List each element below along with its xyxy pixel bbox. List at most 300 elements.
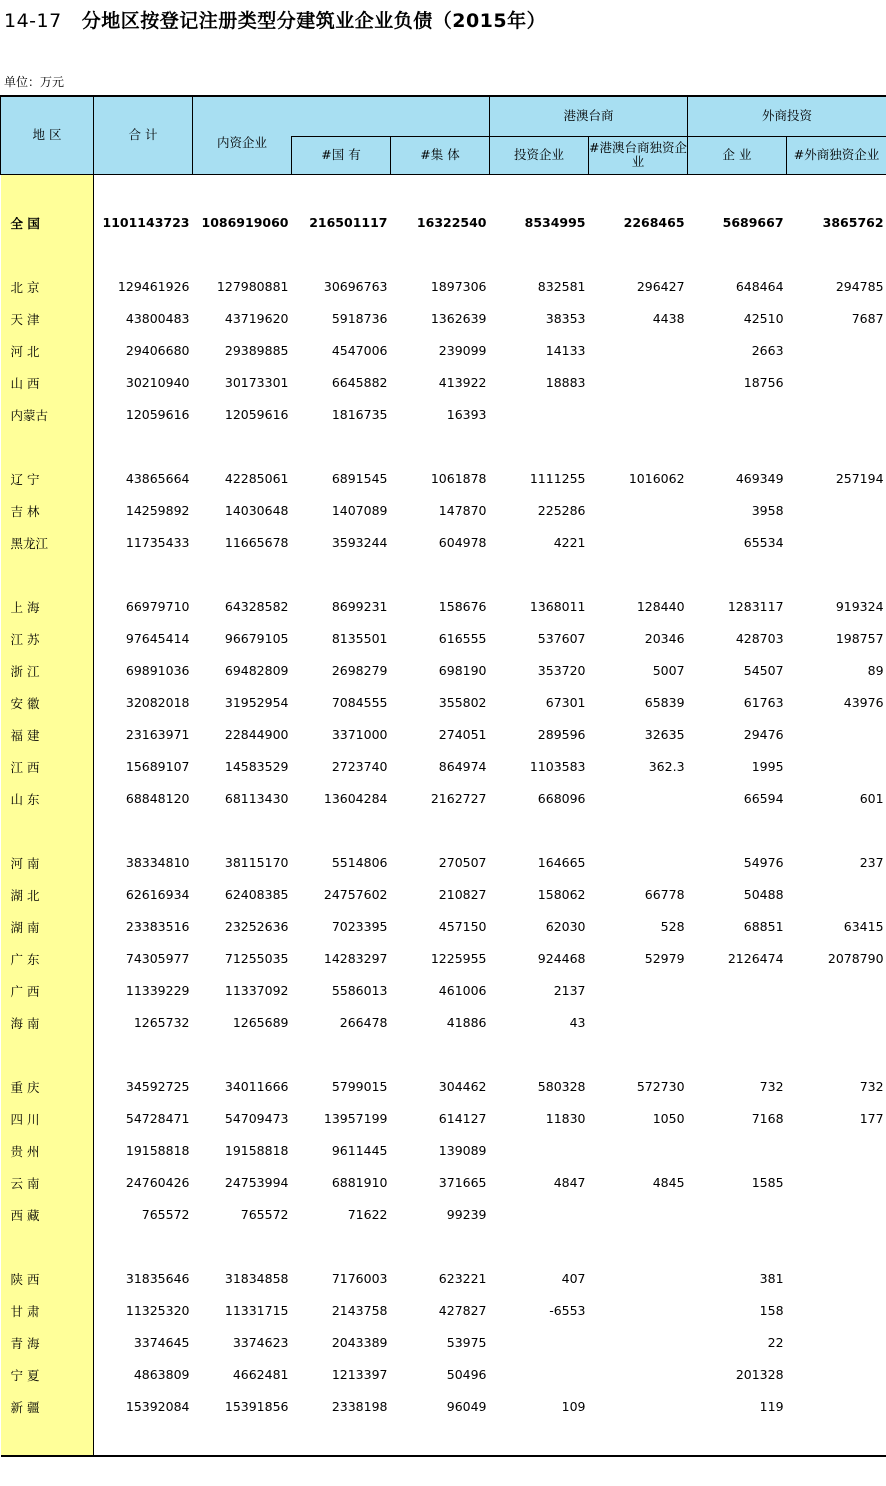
value-cell: 16393 — [446, 407, 487, 422]
value-cell: 5689667 — [722, 215, 784, 230]
value-cell — [391, 559, 490, 591]
region-name-cell: 山 东 — [1, 783, 94, 815]
value-cell — [391, 815, 490, 847]
value-cell — [787, 1391, 886, 1423]
value-cell — [490, 1423, 589, 1456]
value-cell — [688, 1231, 787, 1263]
value-cell — [688, 174, 787, 207]
value-cell: 237 — [859, 855, 884, 870]
value-cell: 11325320 — [125, 1303, 190, 1318]
value-cell: 4863809 — [133, 1367, 190, 1382]
region-name-cell: 安 徽 — [1, 687, 94, 719]
region-name-cell: 福 建 — [1, 719, 94, 751]
value-cell: 52979 — [644, 951, 685, 966]
value-cell: 54709473 — [224, 1111, 289, 1126]
value-cell — [589, 1039, 688, 1071]
value-cell: 198757 — [835, 631, 884, 646]
value-cell: 4847 — [553, 1175, 586, 1190]
region-name-cell: 吉 林 — [1, 495, 94, 527]
value-cell: 1101143723 — [102, 215, 190, 230]
value-cell: 5918736 — [331, 311, 388, 326]
value-cell — [688, 559, 787, 591]
value-cell: 65534 — [743, 535, 784, 550]
value-cell: 31834858 — [224, 1271, 289, 1286]
header-hmt-invest: 投资企业 — [490, 136, 589, 174]
value-cell — [391, 239, 490, 271]
value-cell — [787, 1199, 886, 1231]
value-cell — [490, 239, 589, 271]
value-cell: 864974 — [438, 759, 487, 774]
value-cell: 11665678 — [224, 535, 289, 550]
value-cell: 469349 — [735, 471, 784, 486]
value-cell — [490, 1199, 589, 1231]
region-name-cell — [1, 559, 94, 591]
value-cell — [391, 431, 490, 463]
value-cell — [292, 559, 391, 591]
region-name-cell: 河 南 — [1, 847, 94, 879]
value-cell: 30696763 — [323, 279, 388, 294]
value-cell: 97645414 — [125, 631, 190, 646]
value-cell: 3371000 — [331, 727, 388, 742]
value-cell: 266478 — [339, 1015, 388, 1030]
value-cell — [787, 975, 886, 1007]
value-cell: 43865664 — [125, 471, 190, 486]
table-row — [1, 783, 886, 815]
value-cell: 580328 — [537, 1079, 586, 1094]
value-cell: 1265689 — [232, 1015, 289, 1030]
value-cell: 66979710 — [125, 599, 190, 614]
value-cell — [94, 815, 193, 847]
value-cell: 20346 — [644, 631, 685, 646]
value-cell: 257194 — [835, 471, 884, 486]
value-cell — [490, 1359, 589, 1391]
value-cell: 38353 — [545, 311, 586, 326]
value-cell: 5007 — [652, 663, 685, 678]
table-row — [1, 719, 886, 751]
value-cell: 698190 — [438, 663, 487, 678]
value-cell — [391, 1423, 490, 1456]
value-cell: 294785 — [835, 279, 884, 294]
table-row — [1, 1167, 886, 1199]
table-row — [1, 1135, 886, 1167]
header-hmt-group: 港澳台商 — [490, 96, 688, 136]
value-cell — [787, 1359, 886, 1391]
value-cell: 128440 — [636, 599, 685, 614]
value-cell: 8135501 — [331, 631, 388, 646]
value-cell — [193, 1231, 292, 1263]
value-cell: 2043389 — [331, 1335, 388, 1350]
value-cell: 14283297 — [323, 951, 388, 966]
value-cell: 6891545 — [331, 471, 388, 486]
region-name-cell: 江 苏 — [1, 623, 94, 655]
header-foreign-invest: 企 业 — [688, 136, 787, 174]
region-name-cell — [1, 174, 94, 207]
value-cell: 210827 — [438, 887, 487, 902]
value-cell: 96049 — [446, 1399, 487, 1414]
region-name-cell — [1, 1231, 94, 1263]
table-row — [1, 367, 886, 399]
value-cell — [787, 1327, 886, 1359]
value-cell — [589, 783, 688, 815]
value-cell: 71622 — [347, 1207, 388, 1222]
value-cell: 147870 — [438, 503, 487, 518]
spacer-row — [1, 174, 886, 207]
value-cell — [589, 239, 688, 271]
value-cell: 5799015 — [331, 1079, 388, 1094]
table-code: 14-17 — [4, 10, 62, 32]
value-cell: 19158818 — [224, 1143, 289, 1158]
header-domestic: 内资企业 — [193, 136, 292, 174]
value-cell: 537607 — [537, 631, 586, 646]
value-cell: 29406680 — [125, 343, 190, 358]
table-row — [1, 1071, 886, 1103]
value-cell — [292, 815, 391, 847]
liabilities-table — [0, 95, 886, 1457]
value-cell — [292, 174, 391, 207]
region-name-cell: 山 西 — [1, 367, 94, 399]
value-cell — [193, 239, 292, 271]
region-name-cell: 四 川 — [1, 1103, 94, 1135]
value-cell: 158062 — [537, 887, 586, 902]
value-cell: 164665 — [537, 855, 586, 870]
region-name-cell: 陕 西 — [1, 1263, 94, 1295]
header-foreign-group: 外商投资 — [688, 96, 886, 136]
value-cell: 66594 — [743, 791, 784, 806]
value-cell — [490, 1231, 589, 1263]
value-cell: 24753994 — [224, 1175, 289, 1190]
value-cell: 14133 — [545, 343, 586, 358]
value-cell — [490, 431, 589, 463]
table-row — [1, 847, 886, 879]
value-cell: 29476 — [743, 727, 784, 742]
table-row — [1, 271, 886, 303]
value-cell: 1585 — [751, 1175, 784, 1190]
value-cell: 2698279 — [331, 663, 388, 678]
value-cell: 407 — [561, 1271, 586, 1286]
value-cell: 11337092 — [224, 983, 289, 998]
table-row — [1, 495, 886, 527]
value-cell: 304462 — [438, 1079, 487, 1094]
value-cell — [94, 174, 193, 207]
value-cell — [589, 367, 688, 399]
table-row — [1, 1007, 886, 1039]
value-cell — [688, 1199, 787, 1231]
table-row — [1, 1359, 886, 1391]
value-cell: 54976 — [743, 855, 784, 870]
value-cell — [787, 1295, 886, 1327]
value-cell: 65839 — [644, 695, 685, 710]
value-cell — [490, 174, 589, 207]
value-cell — [787, 239, 886, 271]
region-name-cell: 广 西 — [1, 975, 94, 1007]
value-cell: 1816735 — [331, 407, 388, 422]
value-cell: 732 — [759, 1079, 784, 1094]
value-cell: 61763 — [743, 695, 784, 710]
table-row — [1, 943, 886, 975]
value-cell: 2078790 — [827, 951, 884, 966]
table-row — [1, 623, 886, 655]
value-cell: 6645882 — [331, 375, 388, 390]
table-row — [1, 1295, 886, 1327]
table-row — [1, 1199, 886, 1231]
value-cell — [589, 1199, 688, 1231]
header-total: 合 计 — [94, 96, 193, 174]
value-cell — [292, 1231, 391, 1263]
table-row — [1, 303, 886, 335]
header-foreign-sole: #外商独资企业 — [787, 136, 886, 174]
value-cell: 2338198 — [331, 1399, 388, 1414]
value-cell: 413922 — [438, 375, 487, 390]
value-cell: 71255035 — [224, 951, 289, 966]
value-cell — [787, 879, 886, 911]
table-header — [1, 96, 886, 174]
region-name-cell: 西 藏 — [1, 1199, 94, 1231]
value-cell: 31835646 — [125, 1271, 190, 1286]
value-cell: 1265732 — [133, 1015, 190, 1030]
value-cell — [688, 975, 787, 1007]
value-cell: 353720 — [537, 663, 586, 678]
value-cell: 1897306 — [430, 279, 487, 294]
value-cell: 6881910 — [331, 1175, 388, 1190]
value-cell: 216501117 — [309, 215, 388, 230]
region-name-cell: 甘 肃 — [1, 1295, 94, 1327]
value-cell: 9611445 — [331, 1143, 388, 1158]
value-cell: 457150 — [438, 919, 487, 934]
value-cell: 604978 — [438, 535, 487, 550]
value-cell: 3374623 — [232, 1335, 289, 1350]
value-cell: 2723740 — [331, 759, 388, 774]
value-cell: 68113430 — [224, 791, 289, 806]
table-row — [1, 751, 886, 783]
value-cell: 765572 — [240, 1207, 289, 1222]
value-cell: 69891036 — [125, 663, 190, 678]
value-cell: 4221 — [553, 535, 586, 550]
value-cell: 648464 — [735, 279, 784, 294]
value-cell — [292, 431, 391, 463]
value-cell: 3593244 — [331, 535, 388, 550]
region-name-cell: 青 海 — [1, 1327, 94, 1359]
value-cell — [589, 1231, 688, 1263]
value-cell: 64328582 — [224, 599, 289, 614]
table-row — [1, 1103, 886, 1135]
value-cell — [589, 1135, 688, 1167]
value-cell: 2137 — [553, 983, 586, 998]
value-cell: 201328 — [735, 1367, 784, 1382]
value-cell: 24760426 — [125, 1175, 190, 1190]
header-region: 地 区 — [1, 96, 94, 174]
value-cell: 89 — [867, 663, 884, 678]
table-row — [1, 399, 886, 431]
value-cell: 42510 — [743, 311, 784, 326]
value-cell — [787, 495, 886, 527]
value-cell: 99239 — [446, 1207, 487, 1222]
value-cell: 623221 — [438, 1271, 487, 1286]
region-name-cell: 湖 南 — [1, 911, 94, 943]
value-cell: 2663 — [751, 343, 784, 358]
value-cell: 2126474 — [727, 951, 784, 966]
value-cell: 765572 — [141, 1207, 190, 1222]
value-cell: 12059616 — [125, 407, 190, 422]
value-cell: 129461926 — [117, 279, 190, 294]
value-cell: 1061878 — [430, 471, 487, 486]
value-cell — [787, 1135, 886, 1167]
value-cell: 38334810 — [125, 855, 190, 870]
value-cell: 14030648 — [224, 503, 289, 518]
value-cell — [787, 174, 886, 207]
value-cell: 11830 — [545, 1111, 586, 1126]
value-cell: 15689107 — [125, 759, 190, 774]
region-name-cell: 湖 北 — [1, 879, 94, 911]
region-name-cell — [1, 239, 94, 271]
value-cell: 668096 — [537, 791, 586, 806]
value-cell — [94, 1231, 193, 1263]
region-name-cell: 浙 江 — [1, 655, 94, 687]
value-cell: 5586013 — [331, 983, 388, 998]
table-row — [1, 687, 886, 719]
value-cell — [292, 1039, 391, 1071]
value-cell: 50488 — [743, 887, 784, 902]
value-cell — [688, 1135, 787, 1167]
spacer-row — [1, 1231, 886, 1263]
value-cell — [787, 399, 886, 431]
value-cell: 832581 — [537, 279, 586, 294]
value-cell — [292, 239, 391, 271]
value-cell — [787, 751, 886, 783]
value-cell: 601 — [859, 791, 884, 806]
value-cell: 732 — [859, 1079, 884, 1094]
value-cell — [94, 1423, 193, 1456]
value-cell: 43976 — [843, 695, 884, 710]
value-cell: 7023395 — [331, 919, 388, 934]
value-cell: 38115170 — [224, 855, 289, 870]
value-cell: 1283117 — [727, 599, 784, 614]
header-hmt-sole: #港澳台商独资企业 — [589, 136, 688, 174]
table-row — [1, 975, 886, 1007]
value-cell — [688, 1039, 787, 1071]
value-cell: 1213397 — [331, 1367, 388, 1382]
value-cell: 381 — [759, 1271, 784, 1286]
value-cell: 30173301 — [224, 375, 289, 390]
header-collective: #集 体 — [391, 136, 490, 174]
value-cell: 4662481 — [232, 1367, 289, 1382]
value-cell: 13957199 — [323, 1111, 388, 1126]
value-cell — [589, 335, 688, 367]
value-cell: 289596 — [537, 727, 586, 742]
value-cell — [589, 431, 688, 463]
region-name-cell: 黑龙江 — [1, 527, 94, 559]
value-cell: 239099 — [438, 343, 487, 358]
value-cell: 29389885 — [224, 343, 289, 358]
value-cell: -6553 — [549, 1303, 586, 1318]
value-cell: 18756 — [743, 375, 784, 390]
value-cell: 15391856 — [224, 1399, 289, 1414]
value-cell: 427827 — [438, 1303, 487, 1318]
value-cell: 53975 — [446, 1335, 487, 1350]
value-cell — [589, 1295, 688, 1327]
unit-label: 单位：万元 — [4, 75, 65, 89]
value-cell: 355802 — [438, 695, 487, 710]
value-cell: 4438 — [652, 311, 685, 326]
value-cell — [490, 815, 589, 847]
value-cell: 428703 — [735, 631, 784, 646]
value-cell — [787, 1007, 886, 1039]
value-cell — [787, 1231, 886, 1263]
value-cell — [787, 815, 886, 847]
region-name-cell: 上 海 — [1, 591, 94, 623]
value-cell — [490, 1135, 589, 1167]
value-cell: 225286 — [537, 503, 586, 518]
value-cell: 31952954 — [224, 695, 289, 710]
value-cell: 67301 — [545, 695, 586, 710]
value-cell: 177 — [859, 1111, 884, 1126]
region-name-cell: 海 南 — [1, 1007, 94, 1039]
value-cell: 74305977 — [125, 951, 190, 966]
table-row — [1, 463, 886, 495]
value-cell: 8699231 — [331, 599, 388, 614]
value-cell — [589, 975, 688, 1007]
region-name-cell: 辽 宁 — [1, 463, 94, 495]
value-cell — [490, 559, 589, 591]
value-cell: 1407089 — [331, 503, 388, 518]
value-cell — [787, 559, 886, 591]
value-cell — [787, 1263, 886, 1295]
value-cell: 19158818 — [125, 1143, 190, 1158]
header-domestic-group — [193, 96, 490, 136]
value-cell — [787, 1167, 886, 1199]
value-cell — [787, 527, 886, 559]
value-cell: 13604284 — [323, 791, 388, 806]
spacer-row — [1, 431, 886, 463]
value-cell: 32082018 — [125, 695, 190, 710]
value-cell: 62030 — [545, 919, 586, 934]
value-cell: 34592725 — [125, 1079, 190, 1094]
value-cell: 3958 — [751, 503, 784, 518]
value-cell — [787, 1423, 886, 1456]
value-cell: 18883 — [545, 375, 586, 390]
value-cell — [589, 1423, 688, 1456]
value-cell: 270507 — [438, 855, 487, 870]
table-row — [1, 655, 886, 687]
value-cell: 7084555 — [331, 695, 388, 710]
value-cell — [589, 1327, 688, 1359]
value-cell — [589, 815, 688, 847]
value-cell: 43 — [569, 1015, 586, 1030]
value-cell: 1111255 — [529, 471, 586, 486]
value-cell: 3865762 — [822, 215, 884, 230]
value-cell: 96679105 — [224, 631, 289, 646]
header-state: #国 有 — [292, 136, 391, 174]
value-cell — [589, 1263, 688, 1295]
region-name-cell: 全 国 — [1, 207, 94, 239]
value-cell: 69482809 — [224, 663, 289, 678]
value-cell: 7176003 — [331, 1271, 388, 1286]
value-cell: 1368011 — [529, 599, 586, 614]
region-name-cell: 广 东 — [1, 943, 94, 975]
table-body — [1, 174, 886, 1456]
table-row — [1, 591, 886, 623]
table-title: 分地区按登记注册类型分建筑业企业负债（2015年） — [81, 10, 547, 32]
spacer-row — [1, 559, 886, 591]
value-cell — [688, 1423, 787, 1456]
value-cell — [787, 367, 886, 399]
value-cell — [193, 815, 292, 847]
region-name-cell: 云 南 — [1, 1167, 94, 1199]
value-cell — [688, 815, 787, 847]
region-name-cell — [1, 815, 94, 847]
value-cell: 23252636 — [224, 919, 289, 934]
value-cell — [787, 719, 886, 751]
value-cell: 54507 — [743, 663, 784, 678]
